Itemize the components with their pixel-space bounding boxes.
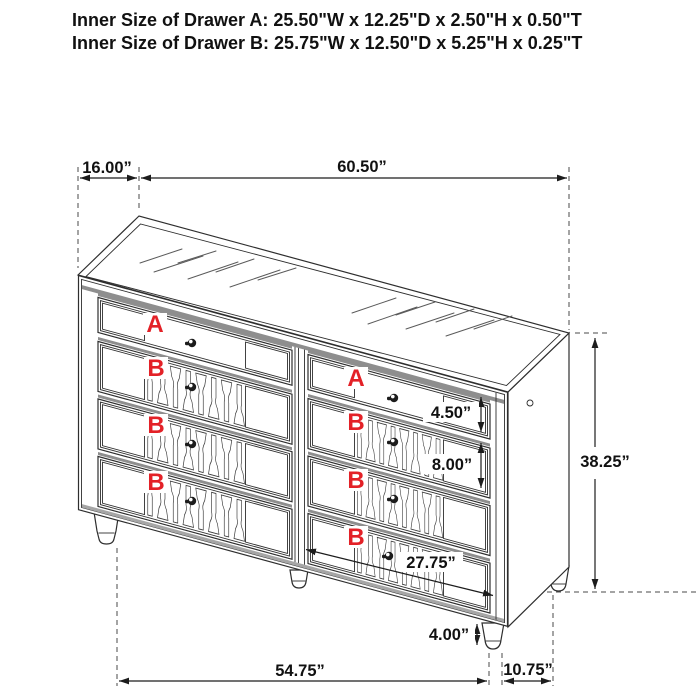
dimension-label: 60.50” [337,158,387,176]
header-line-2: Inner Size of Drawer B: 25.75"W x 12.50"D x 5.25"H x 0.25"T [72,33,583,53]
dimension-label: 54.75” [275,662,325,680]
front-middle-leg [290,570,308,588]
dimension-label: 4.00” [428,626,470,644]
dimension-label: 4.50” [430,404,472,422]
dimension-label: 38.25” [580,453,630,471]
dimension-label: 8.00” [431,456,473,474]
dim-leg-height [422,624,477,645]
drawer-label-b: B [347,524,365,551]
drawer-label-a: A [347,365,365,392]
drawer-label-b: B [147,412,165,439]
header-line-1: Inner Size of Drawer A: 25.50"W x 12.25"D x 2.50"H x 0.50"T [72,10,582,30]
drawer-label-a: A [146,311,164,338]
drawer-label-b: B [347,409,365,436]
drawer-label-b: B [147,355,165,382]
drawer-label-b: B [147,469,165,496]
dimension-label: 10.75” [503,661,553,679]
drawer-label-b: B [347,467,365,494]
dimension-label: 16.00” [82,159,132,177]
dimension-label: 27.75” [406,554,456,572]
